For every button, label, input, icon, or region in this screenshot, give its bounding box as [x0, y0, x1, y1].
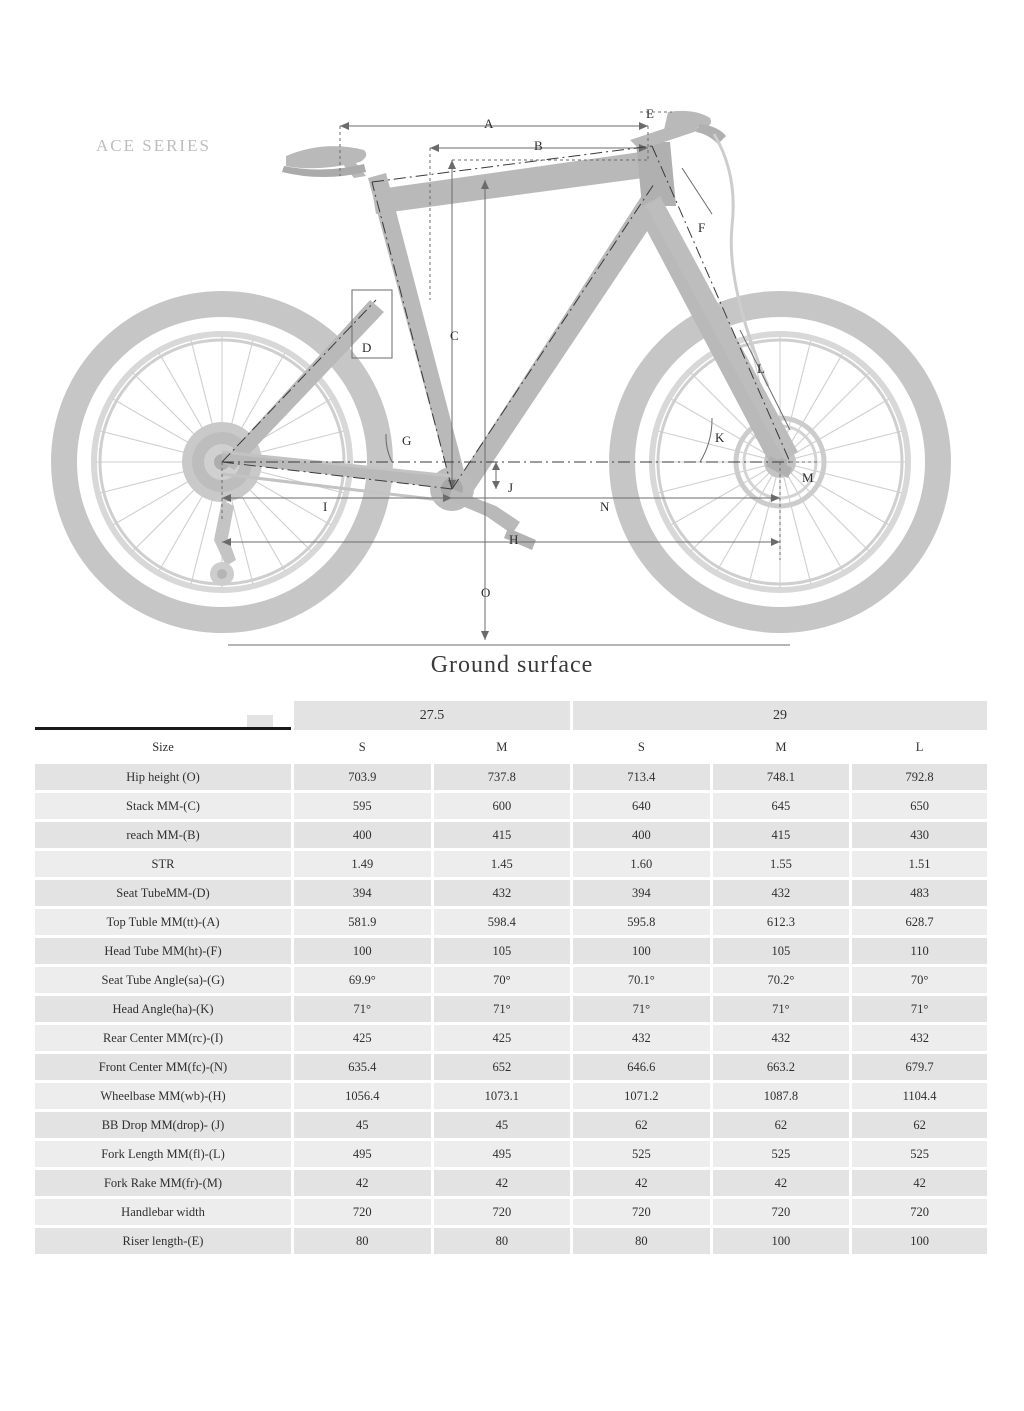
row-label: Rear Center MM(rc)-(I): [35, 1025, 291, 1051]
spec-value-cell: 105: [713, 938, 850, 964]
spec-value-cell: 720: [713, 1199, 850, 1225]
table-row: [35, 1083, 987, 1109]
table-row: [35, 1141, 987, 1167]
spec-value-cell: 394: [573, 880, 710, 906]
spec-value-cell: 62: [852, 1112, 987, 1138]
spec-value-cell: 646.6: [573, 1054, 710, 1080]
spec-value-cell: 792.8: [852, 764, 987, 790]
spec-value-cell: 1.55: [713, 851, 850, 877]
spec-value-cell: 598.4: [434, 909, 571, 935]
callout-E: E: [646, 106, 654, 121]
spec-value-cell: 400: [294, 822, 431, 848]
row-label: Fork Length MM(fl)-(L): [35, 1141, 291, 1167]
spec-value-cell: 650: [852, 793, 987, 819]
spec-value-cell: 1.60: [573, 851, 710, 877]
row-label: Size: [35, 733, 291, 761]
spec-value-cell: 720: [573, 1199, 710, 1225]
size-header-cell: M: [713, 733, 850, 761]
spec-value-cell: 42: [294, 1170, 431, 1196]
spec-value-cell: 42: [852, 1170, 987, 1196]
spec-value-cell: 432: [713, 880, 850, 906]
spec-value-cell: 525: [713, 1141, 850, 1167]
row-label: Front Center MM(fc)-(N): [35, 1054, 291, 1080]
row-label: reach MM-(B): [35, 822, 291, 848]
spec-value-cell: 415: [434, 822, 571, 848]
callout-F: F: [698, 220, 706, 235]
table-row: [35, 1199, 987, 1225]
size-header-cell: S: [294, 733, 431, 761]
spec-value-cell: 42: [434, 1170, 571, 1196]
callout-D: D: [362, 340, 372, 355]
row-label: STR: [35, 851, 291, 877]
spec-value-cell: 71°: [294, 996, 431, 1022]
spec-value-cell: 62: [573, 1112, 710, 1138]
spec-value-cell: 100: [294, 938, 431, 964]
spec-value-cell: 70.1°: [573, 967, 710, 993]
row-label: Seat Tube Angle(sa)-(G): [35, 967, 291, 993]
spec-value-cell: 1104.4: [852, 1083, 987, 1109]
spec-value-cell: 425: [434, 1025, 571, 1051]
callout-H: H: [509, 532, 519, 547]
size-header-cell: S: [573, 733, 710, 761]
spec-value-cell: 737.8: [434, 764, 571, 790]
row-label: Handlebar width: [35, 1199, 291, 1225]
spec-value-cell: 432: [713, 1025, 850, 1051]
table-corner-cell: [35, 701, 291, 730]
spec-value-cell: 1073.1: [434, 1083, 571, 1109]
spec-value-cell: 748.1: [713, 764, 850, 790]
spec-value-cell: 80: [294, 1228, 431, 1254]
table-row: [35, 1228, 987, 1254]
callout-L: L: [757, 361, 765, 376]
spec-value-cell: 71°: [434, 996, 571, 1022]
spec-value-cell: 645: [713, 793, 850, 819]
spec-value-cell: 100: [852, 1228, 987, 1254]
spec-value-cell: 525: [573, 1141, 710, 1167]
spec-value-cell: 720: [434, 1199, 571, 1225]
callout-B: B: [534, 138, 543, 153]
spec-value-cell: 42: [573, 1170, 710, 1196]
spec-value-cell: 1087.8: [713, 1083, 850, 1109]
spec-value-cell: 80: [573, 1228, 710, 1254]
row-label: Seat TubeMM-(D): [35, 880, 291, 906]
table-row: [35, 967, 987, 993]
spec-value-cell: 495: [294, 1141, 431, 1167]
spec-value-cell: 432: [434, 880, 571, 906]
callout-A: A: [484, 116, 494, 131]
table-row: [35, 909, 987, 935]
geometry-spec-table: [32, 698, 990, 1257]
size-header-cell: L: [852, 733, 987, 761]
callout-N: N: [600, 499, 610, 514]
spec-value-cell: 635.4: [294, 1054, 431, 1080]
brand-label: ACE SERIES: [96, 136, 211, 155]
spec-value-cell: 62: [713, 1112, 850, 1138]
spec-value-cell: 394: [294, 880, 431, 906]
row-label: Riser length-(E): [35, 1228, 291, 1254]
callout-O: O: [481, 585, 491, 600]
spec-value-cell: 400: [573, 822, 710, 848]
spec-value-cell: 720: [852, 1199, 987, 1225]
table-row: [35, 822, 987, 848]
spec-value-cell: 525: [852, 1141, 987, 1167]
spec-value-cell: 70°: [434, 967, 571, 993]
spec-value-cell: 581.9: [294, 909, 431, 935]
spec-value-cell: 720: [294, 1199, 431, 1225]
table-row: [35, 1170, 987, 1196]
row-label: Head Angle(ha)-(K): [35, 996, 291, 1022]
table-row: [35, 1112, 987, 1138]
table-row: [35, 1025, 987, 1051]
row-label: Top Tuble MM(tt)-(A): [35, 909, 291, 935]
row-label: Fork Rake MM(fr)-(M): [35, 1170, 291, 1196]
spec-value-cell: 595: [294, 793, 431, 819]
spec-value-cell: 430: [852, 822, 987, 848]
spec-value-cell: 45: [294, 1112, 431, 1138]
spec-value-cell: 105: [434, 938, 571, 964]
spec-value-cell: 70°: [852, 967, 987, 993]
row-label: Head Tube MM(ht)-(F): [35, 938, 291, 964]
spec-value-cell: 100: [573, 938, 710, 964]
spec-value-cell: 663.2: [713, 1054, 850, 1080]
wheel-size-group-header: 29: [573, 701, 987, 730]
spec-value-cell: 45: [434, 1112, 571, 1138]
table-row: [35, 880, 987, 906]
spec-value-cell: 432: [852, 1025, 987, 1051]
spec-value-cell: 595.8: [573, 909, 710, 935]
table-row: [35, 851, 987, 877]
bike-geometry-diagram: [0, 0, 1024, 690]
spec-value-cell: 483: [852, 880, 987, 906]
spec-value-cell: 1056.4: [294, 1083, 431, 1109]
spec-value-cell: 612.3: [713, 909, 850, 935]
callout-G: G: [402, 433, 412, 448]
spec-value-cell: 1.45: [434, 851, 571, 877]
row-label: Hip height (O): [35, 764, 291, 790]
spec-value-cell: 71°: [713, 996, 850, 1022]
spec-value-cell: 1.51: [852, 851, 987, 877]
ground-surface-label: Ground surface: [430, 652, 594, 678]
spec-value-cell: 110: [852, 938, 987, 964]
spec-value-cell: 69.9°: [294, 967, 431, 993]
table-row: [35, 764, 987, 790]
row-label: Wheelbase MM(wb)-(H): [35, 1083, 291, 1109]
spec-value-cell: 679.7: [852, 1054, 987, 1080]
table-row: [35, 938, 987, 964]
row-label: BB Drop MM(drop)- (J): [35, 1112, 291, 1138]
callout-C: C: [450, 328, 459, 343]
table-row: [35, 733, 987, 761]
spec-value-cell: 42: [713, 1170, 850, 1196]
callout-K: K: [715, 430, 725, 445]
spec-value-cell: 628.7: [852, 909, 987, 935]
spec-value-cell: 713.4: [573, 764, 710, 790]
spec-value-cell: 432: [573, 1025, 710, 1051]
size-header-cell: M: [434, 733, 571, 761]
spec-value-cell: 652: [434, 1054, 571, 1080]
wheel-size-group-header: 27.5: [294, 701, 570, 730]
spec-value-cell: 415: [713, 822, 850, 848]
spec-value-cell: 70.2°: [713, 967, 850, 993]
callout-I: I: [323, 499, 328, 514]
spec-value-cell: 425: [294, 1025, 431, 1051]
row-label: Stack MM-(C): [35, 793, 291, 819]
spec-value-cell: 71°: [852, 996, 987, 1022]
spec-value-cell: 640: [573, 793, 710, 819]
callout-M: M: [802, 470, 814, 485]
callout-J: J: [508, 480, 514, 495]
table-row: [35, 996, 987, 1022]
spec-value-cell: 80: [434, 1228, 571, 1254]
spec-value-cell: 100: [713, 1228, 850, 1254]
spec-value-cell: 495: [434, 1141, 571, 1167]
spec-value-cell: 703.9: [294, 764, 431, 790]
spec-value-cell: 600: [434, 793, 571, 819]
table-row: [35, 1054, 987, 1080]
table-row: [35, 793, 987, 819]
bicycle-illustration: [0, 0, 1024, 690]
spec-value-cell: 71°: [573, 996, 710, 1022]
spec-value-cell: 1.49: [294, 851, 431, 877]
spec-value-cell: 1071.2: [573, 1083, 710, 1109]
